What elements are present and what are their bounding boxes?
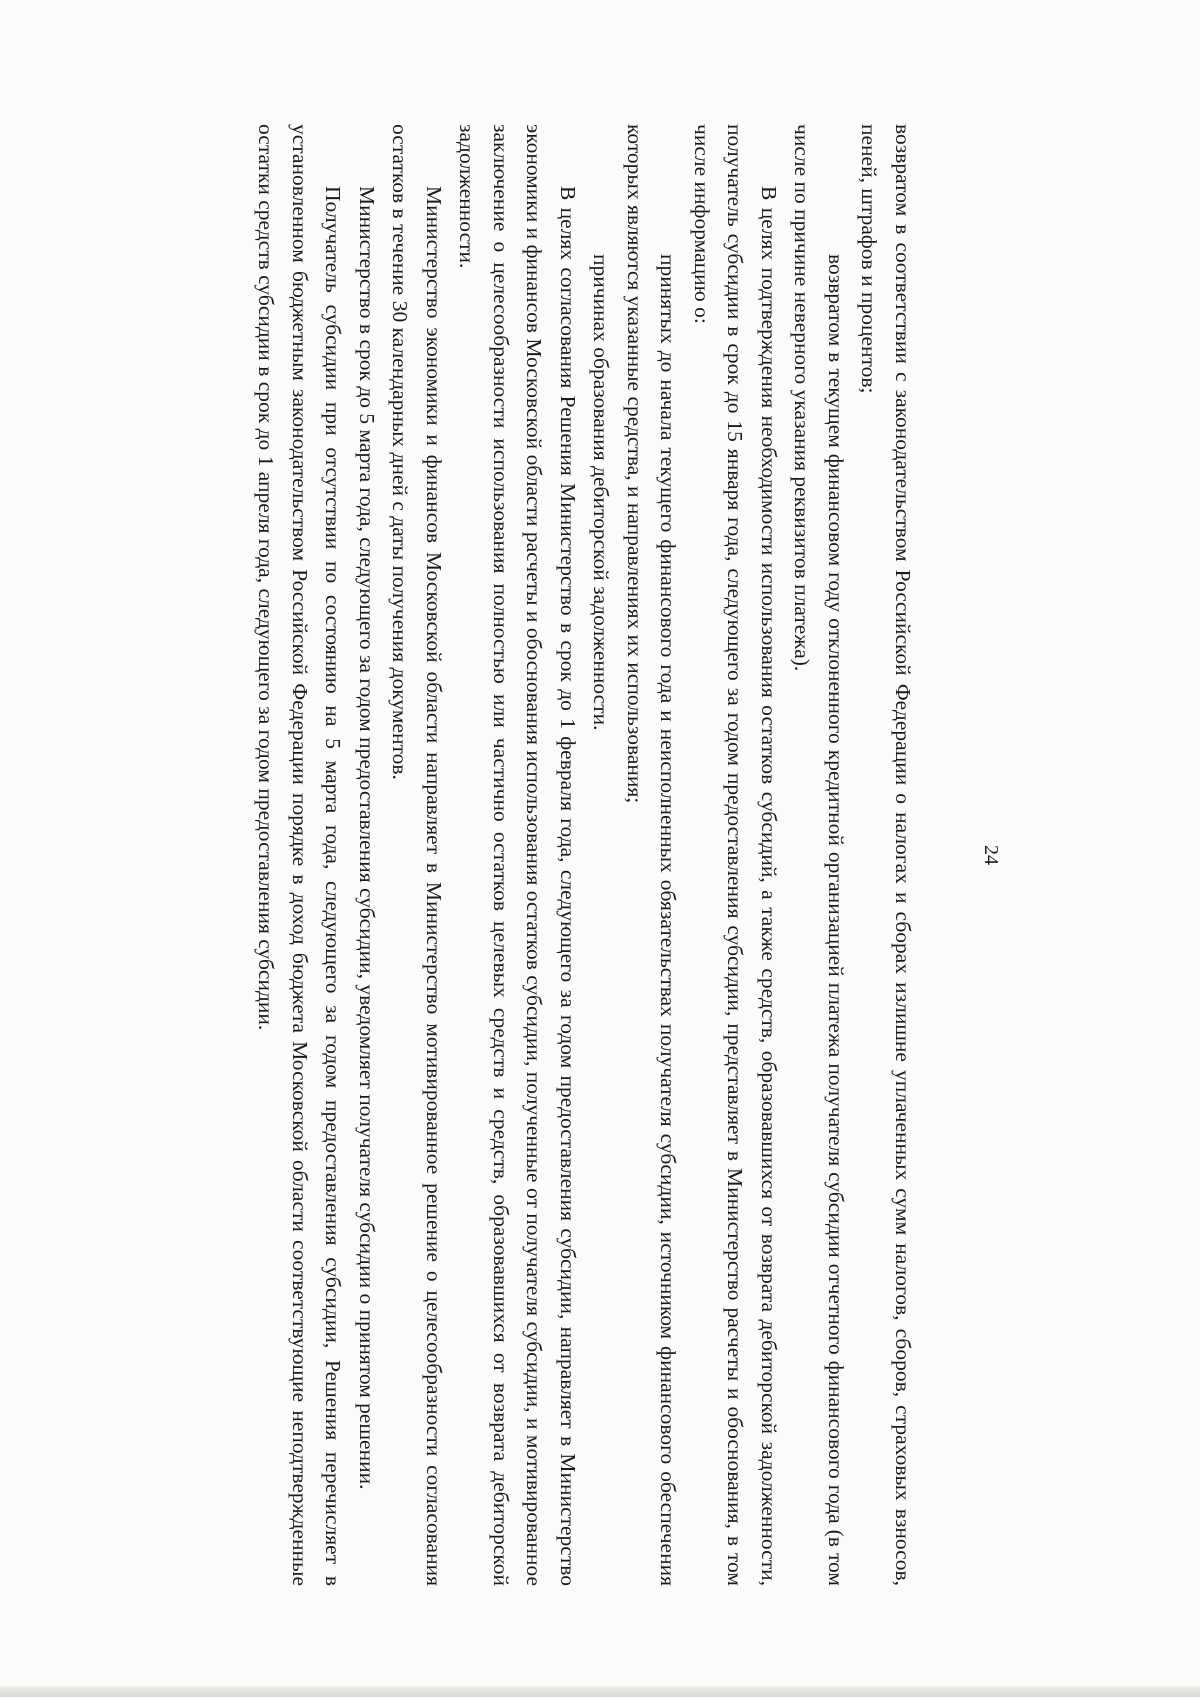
paragraph: Министерство экономики и финансов Московской области направляет в Министерство мотивированное решение о целесообразности согласования остатков в течение 30 календарных дней с даты получения документов. [388,124,446,1586]
paragraph: возвратом в текущем финансовом году отклоненного кредитной организацией платежа получателя субсидии отчетного финансового года (в том числе по причине неверного указания реквизитов платежа). [790,124,848,1586]
document-body [249,124,919,1586]
paragraph: В целях согласования Решения Министерство в срок до 1 февраля года, следующего за годом предоставления субсидии, направляет в Министерство экономики и финансов Московской области расчеты и обоснования использования остатков субсидии, полученные от получателя субсидии, и мотивированное заключение о целесообразности использования полностью или частично остатков целевых средств и средств, образовавшихся от возврата дебиторской задолженности. [455,124,580,1586]
paragraph: Министерство в срок до 5 марта года, следующего за годом предоставления субсидии, уведомляет получателя субсидии о принятом решении. [355,186,379,1490]
paragraph: возвратом в соответствии с законодательством Российской Федерации о налогах и сборах излишне уплаченных сумм налогов, сборов, страховых взносов, пеней, штрафов и процентов; [857,124,915,1586]
rotated-text-frame [233,44,1003,1666]
page-number: 24 [980,845,1002,865]
paragraph: В целях подтверждения необходимости использования остатков субсидий, а также средств, образовавшихся от возврата дебиторской задолженности, получатель субсидии в срок до 15 января года, следующего за годом предоставления субсидии, представляет в Министерство расчеты и обоснования, в том числе информацию о: [690,124,781,1586]
scan-edge [0,1686,1200,1697]
paragraph: Получатель субсидии при отсутствии по состоянию на 5 марта года, следующего за годом предоставления субсидии, Решения перечисляет в установленном бюджетным законодательством Российской Федерации порядке в доход бюджета Московской области соответствующие неподтвержденные остатки средств субсидии в срок до 1 апреля года, следующего за годом предоставления субсидии. [254,124,346,1586]
paragraph: причинах образования дебиторской задолженности. [589,254,614,731]
paragraph: принятых до начала текущего финансового года и неисполненных обязательствах получателя субсидии, источником финансового обеспечения которых являются указанные средства, и направлениях их использования; [623,124,681,1586]
